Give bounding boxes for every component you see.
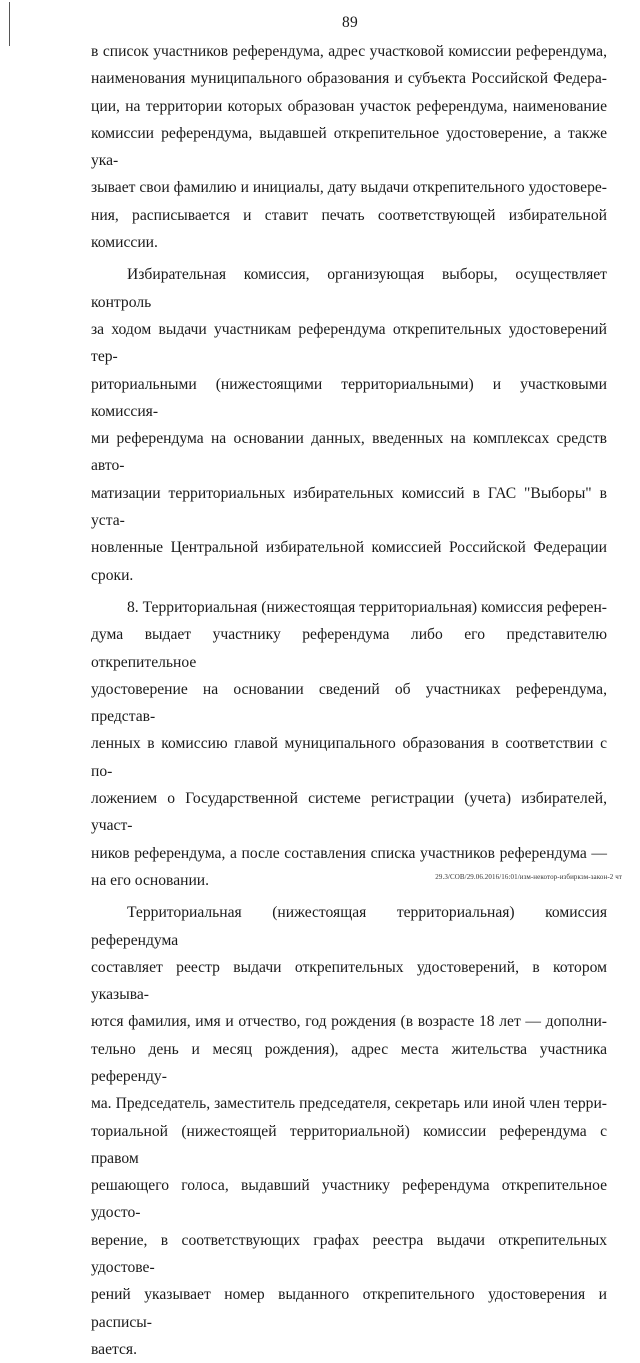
text-line: рений указывает номер выданного открепительного удостоверения и расписы- bbox=[91, 1286, 607, 1331]
text-line: новленные Центральной избирательной комиссией Российской Федерации bbox=[91, 539, 607, 557]
paragraph-start: Избирательная комиссия, организующая выборы, осуществляет контроль bbox=[91, 266, 607, 311]
footer-code: 29.3/СОВ/29.06.2016/16:01/изм-некотор-избиркзм-закон-2 чт bbox=[435, 873, 622, 881]
document-body bbox=[91, 38, 607, 1363]
text-line: решающего голоса, выдавший участнику референдума открепительное удосто- bbox=[91, 1177, 607, 1222]
text-line: сроки. bbox=[91, 566, 134, 584]
page-number: 89 bbox=[341, 14, 359, 31]
text-line: ются фамилия, имя и отчество, год рождения (в возрасте 18 лет — дополни- bbox=[91, 1013, 607, 1031]
text-line: ми референдума на основании данных, введенных на комплексах средств авто- bbox=[91, 430, 607, 475]
paragraph-start: Территориальная (нижестоящая территориальная) комиссия референдума bbox=[91, 904, 607, 949]
text-line: ников референдума, а после составления списка участников референдума — bbox=[91, 844, 607, 862]
text-line: ции, на территории которых образован участок референдума, наименование bbox=[91, 97, 607, 115]
text-line: ма. Председатель, заместитель председателя, секретарь или иной член терри- bbox=[91, 1095, 607, 1113]
text-line: риториальными (нижестоящими территориальными) и участковыми комиссия- bbox=[91, 375, 607, 420]
text-line: за ходом выдачи участникам референдума открепительных удостоверений тер- bbox=[91, 320, 607, 366]
text-line: вается. bbox=[91, 1340, 137, 1358]
text-line: составляет реестр выдачи открепительных удостоверений, в котором указыва- bbox=[91, 958, 607, 1004]
text-line: ложением о Государственной системе регистрации (учета) избирателей, участ- bbox=[91, 790, 607, 835]
text-line: ториальной (нижестоящей территориальной) комиссии референдума с правом bbox=[91, 1122, 607, 1167]
paragraph-start: 8. Территориальная (нижестоящая территориальная) комиссия референ- bbox=[127, 598, 607, 616]
text-line: верение, в соответствующих графах реестра выдачи открепительных удостове- bbox=[91, 1231, 607, 1277]
text-line: тельно день и месяц рождения), адрес места жительства участника референду- bbox=[91, 1040, 607, 1085]
text-line: комиссии референдума, выдавшей открепительное удостоверение, а также ука- bbox=[91, 124, 607, 170]
text-line: наименования муниципального образования и субъекта Российской Федера- bbox=[91, 70, 607, 88]
text-line: матизации территориальных избирательных комиссий в ГАС "Выборы" в уста- bbox=[91, 484, 607, 530]
text-line: удостоверение на основании сведений об участниках референдума, представ- bbox=[91, 680, 607, 726]
text-line: в список участников референдума, адрес участковой комиссии референдума, bbox=[91, 43, 607, 60]
text-line: ленных в комиссию главой муниципального образования в соответствии с по- bbox=[91, 735, 607, 780]
text-line: ния, расписывается и ставит печать соответствующей избирательной комиссии. bbox=[91, 206, 607, 252]
text-line: зывает свои фамилию и инициалы, дату выдачи открепительного удостовере- bbox=[91, 179, 607, 197]
text-line: на его основании. bbox=[91, 871, 210, 889]
text-line: дума выдает участнику референдума либо его представителю открепительное bbox=[91, 626, 607, 671]
